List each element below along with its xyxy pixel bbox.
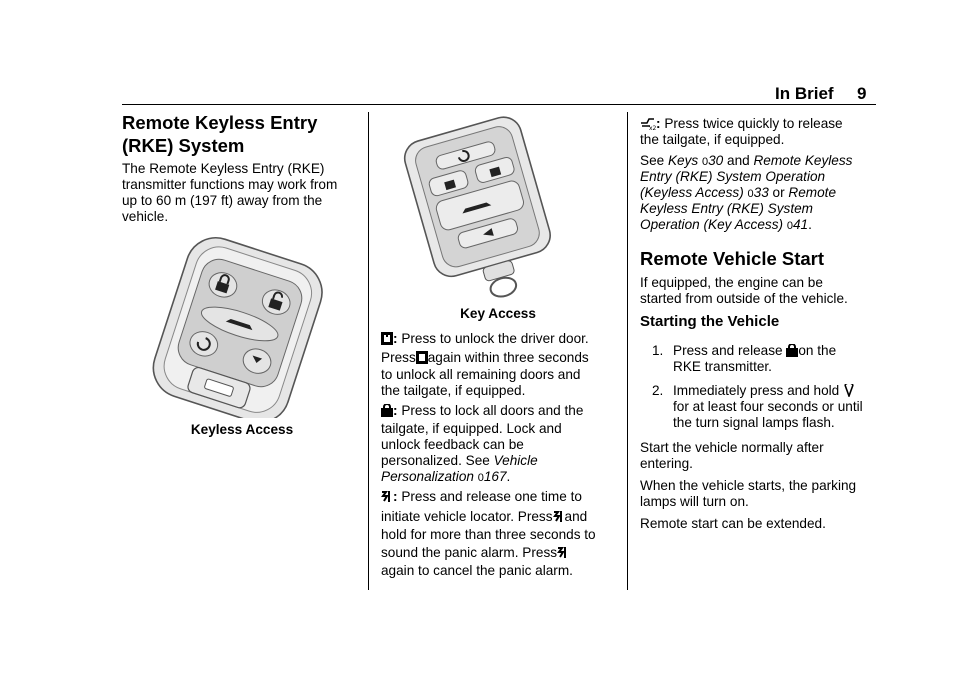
rvs-intro-1: If equipped, the engine can be <box>640 275 823 290</box>
para-1-line-1: Start the vehicle normally after <box>640 440 824 455</box>
remote-start-icon <box>843 384 855 397</box>
unlock-icon <box>416 351 428 364</box>
rke-heading-line2: (RKE) System <box>122 135 245 156</box>
rvs-intro-2: started from outside of the vehicle. <box>640 291 848 306</box>
header-rule <box>122 104 876 105</box>
intro-line-3: up to 60 m (197 ft) away from the <box>122 193 323 208</box>
panic-line-1: : Press and release one time to <box>381 488 582 505</box>
step-1-line-2: RKE transmitter. <box>673 359 772 374</box>
para-2-line-1: When the vehicle starts, the parking <box>640 478 857 493</box>
step-2-line-1: Immediately press and hold <box>673 382 855 399</box>
page-ref-arrow-icon: 0 <box>747 188 754 200</box>
unlock-line-3: to unlock all remaining doors and <box>381 367 581 382</box>
rke-heading-line1: Remote Keyless Entry <box>122 112 318 133</box>
lock-line-5: Personalization 0167. <box>381 469 511 484</box>
see-line-5: Operation (Key Access) 041. <box>640 217 812 232</box>
unlock-line-2: Press again within three seconds <box>381 350 589 365</box>
para-3: Remote start can be extended. <box>640 516 826 531</box>
panic-icon <box>557 546 569 559</box>
unlock-text-1: Press to unlock the driver door. <box>401 331 589 346</box>
para-2-line-2: lamps will turn on. <box>640 494 749 509</box>
page-number: 9 <box>857 84 867 103</box>
panic-line-5: again to cancel the panic alarm. <box>381 563 573 578</box>
rke-link[interactable]: Remote Keyless <box>753 153 853 168</box>
keys-link[interactable]: Keys <box>667 153 699 168</box>
panic-line-2: initiate vehicle locator. Press and <box>381 509 588 524</box>
intro-line-4: vehicle. <box>122 209 169 224</box>
column-divider-1 <box>368 112 369 590</box>
unlock-icon <box>381 332 393 345</box>
page-header <box>0 84 960 104</box>
see-line-2[interactable]: Entry (RKE) System Operation <box>640 169 826 184</box>
unlock-line-4: the tailgate, if equipped. <box>381 383 526 398</box>
step-2-line-3: the turn signal lamps flash. <box>673 415 835 430</box>
lock-icon <box>786 344 798 357</box>
starting-vehicle-subheading: Starting the Vehicle <box>640 313 780 330</box>
page-ref-arrow-icon: 0 <box>701 156 709 168</box>
step-2-number: 2. <box>652 383 664 398</box>
keyless-access-fob-illustration <box>140 228 340 418</box>
svg-text:x2: x2 <box>649 125 656 130</box>
tailgate-line-1: x2 : Press twice quickly to release <box>640 115 843 132</box>
page-ref-arrow-icon: 0 <box>477 472 484 484</box>
key-access-fob-illustration <box>395 115 575 300</box>
step-1-line-1: Press and release on the <box>673 343 837 358</box>
see-line-4[interactable]: Keyless Entry (RKE) System <box>640 201 813 216</box>
vehicle-personalization-link[interactable]: Vehicle <box>493 453 538 468</box>
panic-icon <box>553 510 565 523</box>
panic-line-3: hold for more than three seconds to <box>381 527 596 542</box>
panic-icon <box>381 490 393 503</box>
see-line-3: (Keyless Access) 033 or Remote <box>640 185 837 200</box>
remote-vehicle-start-heading: Remote Vehicle Start <box>640 248 825 269</box>
tailgate-icon <box>640 117 656 130</box>
intro-line-1: The Remote Keyless Entry (RKE) <box>122 161 325 176</box>
lock-line-1: : Press to lock all doors and the <box>381 402 583 419</box>
see-line-1: See Keys 030 and Remote Keyless <box>640 153 853 168</box>
lock-line-4: personalized. See Vehicle <box>381 453 538 468</box>
tailgate-line-2: the tailgate, if equipped. <box>640 132 785 147</box>
step-2-line-2: for at least four seconds or until <box>673 399 863 414</box>
panic-line-4: sound the panic alarm. Press <box>381 544 569 561</box>
vehicle-personalization-link-2[interactable]: Personalization <box>381 469 474 484</box>
key-access-caption: Key Access <box>460 306 536 321</box>
para-1-line-2: entering. <box>640 456 693 471</box>
page-ref-arrow-icon: 0 <box>786 220 793 232</box>
step-1-number: 1. <box>652 343 664 358</box>
keyless-access-caption: Keyless Access <box>190 422 294 437</box>
lock-line-3: unlock feedback can be <box>381 437 524 452</box>
unlock-line-1: : Press to unlock the driver door. <box>381 330 589 347</box>
column-divider-2 <box>627 112 628 590</box>
intro-line-2: transmitter functions may work from <box>122 177 338 192</box>
lock-line-2: tailgate, if equipped. Lock and <box>381 421 562 436</box>
lock-icon <box>381 404 393 417</box>
section-title: In Brief <box>775 84 834 103</box>
